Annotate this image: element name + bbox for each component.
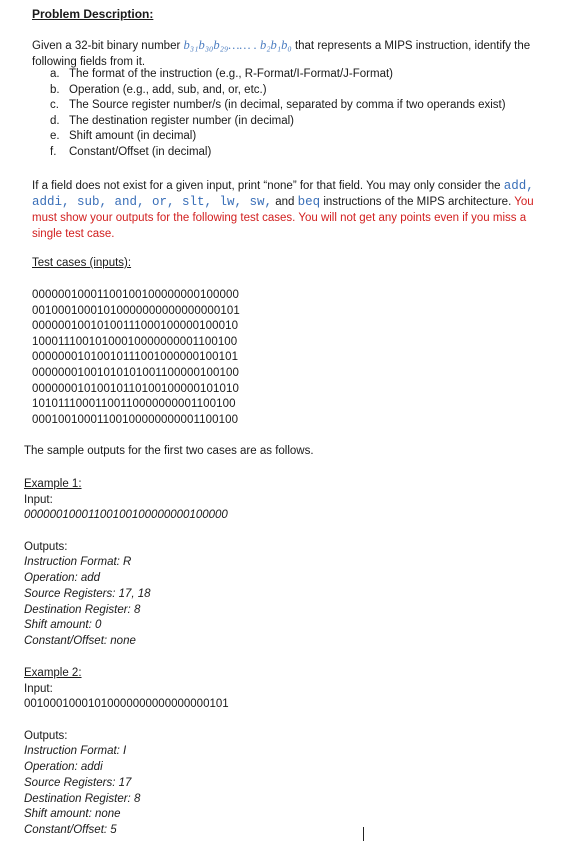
list-text: The Source register number/s (in decimal, separated by comma if two operands exist) — [69, 99, 506, 112]
output-line: Destination Register: 8 — [24, 792, 141, 805]
output-line: Constant/Offset: none — [24, 634, 136, 647]
list-item: 00000001010010111001000000100101 — [32, 351, 239, 364]
intro-paragraph — [32, 37, 552, 70]
list-marker: b. — [50, 83, 60, 96]
list-item: 10101110001100110000000001100100 — [32, 398, 236, 411]
input-label: Input: — [24, 682, 53, 695]
output-line: Shift amount: 0 — [24, 619, 102, 632]
binary-notation: b₃₁b₃₀b₂₉…… . b₂b₁b₀ — [183, 38, 292, 52]
example-1 — [24, 477, 228, 650]
output-line: Source Registers: 17 — [24, 776, 132, 789]
output-line: Constant/Offset: 5 — [24, 823, 117, 836]
list-item: 00010010001100100000000001100100 — [32, 413, 239, 426]
list-marker: f. — [50, 145, 57, 158]
list-item: 00000010010100111000100000100010 — [32, 320, 239, 333]
list-item: 00000010001100100100000000100000 — [32, 289, 240, 301]
list-item: 00000001001010101001100000100100 — [32, 366, 240, 379]
list-item: 00000001010010110100100000101010 — [32, 382, 240, 395]
spacer — [24, 713, 229, 729]
spacer — [24, 524, 228, 540]
output-line: Source Registers: 17, 18 — [24, 587, 151, 600]
list-marker: a. — [50, 68, 60, 80]
example-input: 00100010001010000000000000000101 — [24, 698, 229, 711]
list-item: 00100010001010000000000000000101 — [32, 304, 240, 317]
note-rest: instructions of the MIPS architecture. — [323, 196, 512, 208]
sample-intro: The sample outputs for the first two cases are as follows. — [24, 445, 314, 457]
text-cursor[interactable] — [363, 827, 364, 841]
input-label: Input: — [24, 493, 53, 506]
list-item — [50, 67, 506, 83]
list-item — [50, 145, 506, 161]
instruction-list: add, addi, sub, and, or, slt, lw, sw, — [32, 179, 534, 209]
outputs-label: Outputs: — [24, 540, 68, 553]
example-heading: Example 1: — [24, 478, 82, 490]
list-marker: d. — [50, 114, 60, 127]
outputs-label: Outputs: — [24, 729, 68, 742]
list-text: The format of the instruction (e.g., R-Format/I-Format/J-Format) — [69, 68, 393, 80]
output-line: Destination Register: 8 — [24, 603, 141, 616]
output-line: Operation: add — [24, 572, 101, 585]
note-lead: If a field does not exist for a given input, print “none” for that field. You may only consider the — [32, 180, 501, 192]
note-and: and — [275, 196, 295, 208]
example-2 — [24, 666, 229, 839]
output-line: Instruction Format: I — [24, 745, 127, 758]
example-heading: Example 2: — [24, 667, 82, 679]
list-item — [50, 83, 506, 99]
output-line: Operation: addi — [24, 761, 103, 774]
list-item — [50, 129, 506, 145]
page-title: Problem Description: — [32, 7, 154, 21]
intro-before: Given a 32-bit binary number — [32, 40, 181, 52]
note-paragraph — [32, 178, 552, 242]
output-line: Instruction Format: R — [24, 556, 132, 569]
test-cases-heading: Test cases (inputs): — [32, 257, 132, 269]
fields-list — [50, 67, 506, 161]
list-item — [50, 98, 506, 114]
list-item: 10001110010100010000000001100100 — [32, 335, 238, 348]
list-marker: e. — [50, 130, 60, 143]
list-text: Constant/Offset (in decimal) — [69, 145, 212, 158]
test-cases-list — [32, 288, 240, 428]
beq-instruction: beq — [297, 195, 321, 209]
list-marker: c. — [50, 99, 59, 112]
list-text: Shift amount (in decimal) — [69, 130, 197, 143]
example-input: 00000010001100100100000000100000 — [24, 509, 228, 522]
intro-after: that represents a MIPS instruction, identify the following fields from it. — [32, 40, 531, 68]
list-text: Operation (e.g., add, sub, and, or, etc.) — [69, 83, 267, 96]
warning-text: You must show your outputs for the following test cases. You will not get any points even if you miss a single test case. — [32, 196, 534, 240]
output-line: Shift amount: none — [24, 808, 121, 821]
list-item — [50, 114, 506, 130]
list-text: The destination register number (in decimal) — [69, 114, 294, 127]
